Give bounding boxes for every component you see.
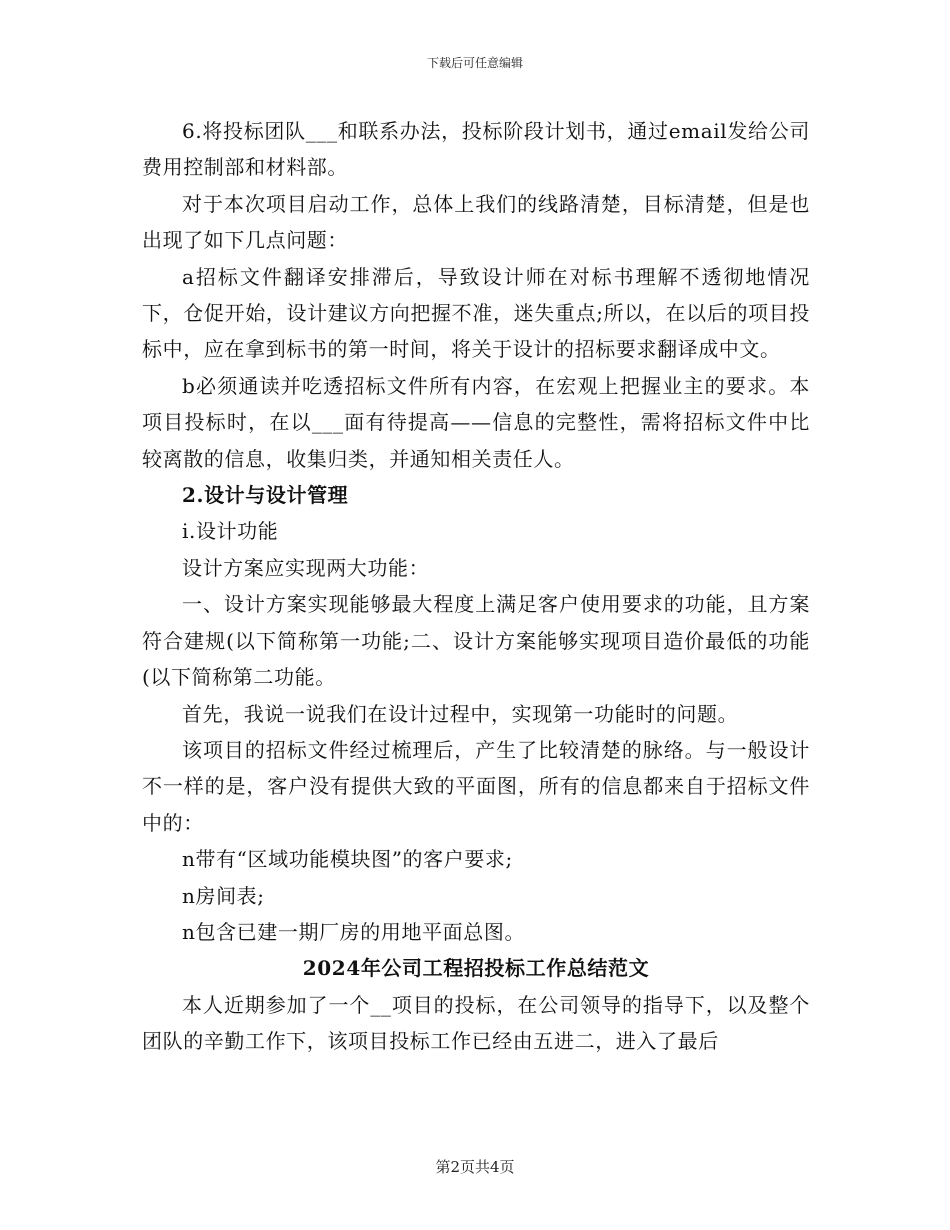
paragraph-first-function-issues: 首先，我说一说我们在设计过程中，实现第一功能时的问题。 (182, 701, 739, 726)
page-footer: 第2页共4页 (435, 1158, 515, 1176)
subheading-design-function: i.设计功能 (182, 519, 279, 544)
paragraph-tender-documents: 该项目的招标文件经过梳理后，产生了比较清楚的脉络。与一般设计不一样的是，客户没有提供大致的平面图，所有的信息都来自于招标文件中的： (142, 737, 810, 835)
list-item-site-plan: n包含已建一期厂房的用地平面总图。 (182, 919, 526, 944)
list-item-zone-module: n带有“区域功能模块图”的客户要求; (182, 847, 513, 872)
paragraph-two-functions: 设计方案应实现两大功能： (182, 555, 430, 580)
paragraph-item-6: 6.将投标团队___和联系办法，投标阶段计划书，通过email发给公司费用控制部和材料部。 (142, 119, 810, 180)
document-title: 2024年公司工程招投标工作总结范文 (302, 956, 650, 981)
page-header: 下载后可任意编辑 (426, 56, 523, 70)
paragraph-intro: 本人近期参加了一个__项目的投标，在公司领导的指导下，以及整个团队的辛勤工作下，该项目投标工作已经由五进二，进入了最后 (142, 992, 810, 1054)
list-item-room-table: n房间表; (182, 883, 265, 908)
paragraph-problems-intro: 对于本次项目启动工作，总体上我们的线路清楚，目标清楚，但是也出现了如下几点问题： (142, 191, 810, 253)
document-body (142, 113, 810, 1060)
section-heading-design: 2.设计与设计管理 (182, 483, 349, 508)
paragraph-problem-b: b必须通读并吃透招标文件所有内容，在宏观上把握业主的要求。本项目投标时，在以___面有待提高——信息的完整性，需将招标文件中比较离散的信息，收集归类，并通知相关责任人。 (142, 373, 810, 471)
paragraph-function-definitions: 一、设计方案实现能够最大程度上满足客户使用要求的功能，且方案符合建规(以下简称第一功能;二、设计方案能够实现项目造价最低的功能(以下简称第二功能。 (142, 592, 810, 690)
paragraph-problem-a: a招标文件翻译安排滞后，导致设计师在对标书理解不透彻地情况下，仓促开始，设计建议方向把握不准，迷失重点;所以，在以后的项目投标中，应在拿到标书的第一时间，将关于设计的招标要求翻译成中文。 (142, 264, 810, 362)
